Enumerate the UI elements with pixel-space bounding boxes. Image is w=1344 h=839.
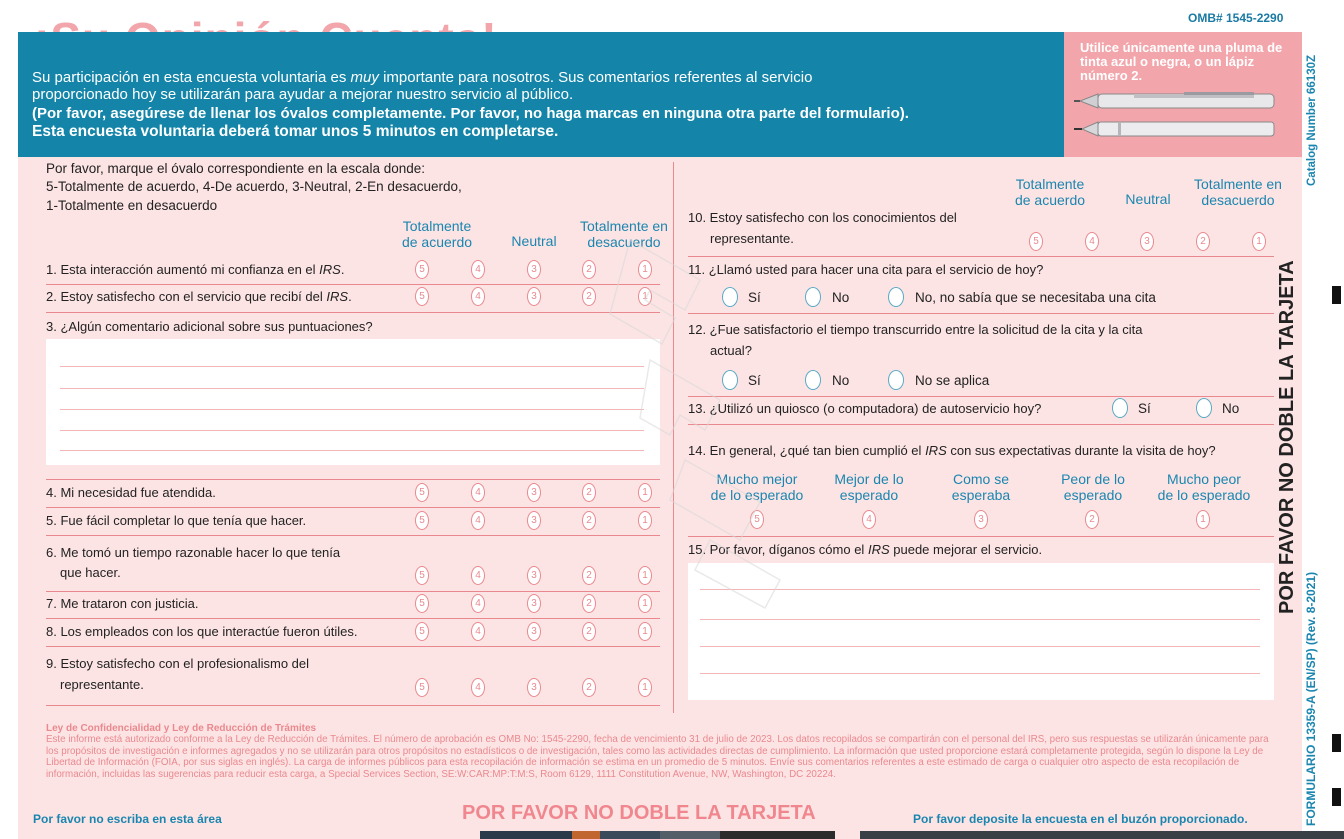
rating-oval[interactable]: 3 xyxy=(527,483,541,502)
rating-oval[interactable]: 4 xyxy=(471,566,485,585)
edge-strip xyxy=(860,831,1344,839)
row-divider xyxy=(46,646,660,647)
rating-oval[interactable]: 5 xyxy=(415,566,429,585)
deposit-label: Por favor deposite la encuesta en el buzón proporcionado. xyxy=(913,812,1248,826)
row-divider xyxy=(46,535,660,536)
question-10-cont: representante. xyxy=(710,231,794,246)
pen-note-panel xyxy=(1064,32,1302,157)
omb-number: OMB# 1545-2290 xyxy=(1188,11,1284,25)
rating-oval[interactable]: 2 xyxy=(582,511,596,530)
scale-header-agree-right: Totalmente de acuerdo xyxy=(1014,176,1086,208)
scale-header-neutral-right: Neutral xyxy=(1125,191,1171,207)
question-14: 14. En general, ¿qué tan bien cumplió el IRS con sus expectativas durante la visita de hoy? xyxy=(688,443,1216,458)
row-divider xyxy=(46,618,660,619)
rating-oval[interactable]: 2 xyxy=(582,678,596,697)
rating-oval[interactable]: 5 xyxy=(415,511,429,530)
rating-oval[interactable]: 1 xyxy=(638,511,652,530)
rating-oval[interactable]: 2 xyxy=(1196,232,1210,251)
rating-oval[interactable]: 5 xyxy=(1029,232,1043,251)
question-6-cont: que hacer. xyxy=(60,565,121,580)
question-8: 8. Los empleados con los que interactúe fueron útiles. xyxy=(46,624,358,639)
rating-oval[interactable]: 1 xyxy=(638,594,652,613)
rating-oval[interactable]: 1 xyxy=(1196,510,1210,529)
intro-line-2: proporcionado hoy se utilizarán para ayudar a mejorar nuestro servicio al público. xyxy=(32,86,574,103)
expectation-header: Como se esperaba xyxy=(951,471,1011,503)
form-number: FORMULARIO 13359-A (EN/SP) (Rev. 8-2021) xyxy=(1304,571,1318,826)
rating-oval[interactable]: 5 xyxy=(750,510,764,529)
rating-oval[interactable]: 3 xyxy=(527,260,541,279)
option-oval-no-aplica[interactable] xyxy=(888,370,904,390)
pen-note: Utilice únicamente una pluma de tinta azul o negra, o un lápiz número 2. xyxy=(1080,40,1283,83)
rating-oval[interactable]: 2 xyxy=(1085,510,1099,529)
edge-strip xyxy=(572,831,600,839)
scale-header-neutral: Neutral xyxy=(511,233,557,249)
question-9-cont: representante. xyxy=(60,677,144,692)
option-label: No se aplica xyxy=(915,373,990,388)
option-label: No xyxy=(832,290,850,305)
option-label: No xyxy=(1222,401,1240,416)
rating-oval[interactable]: 1 xyxy=(638,622,652,641)
scale-header-disagree-right: Totalmente en desacuerdo xyxy=(1194,176,1282,208)
option-oval-no-sabia[interactable] xyxy=(888,287,904,307)
rating-oval[interactable]: 5 xyxy=(415,483,429,502)
rating-oval[interactable]: 1 xyxy=(638,566,652,585)
pen-icon xyxy=(1074,88,1294,148)
question-7: 7. Me trataron con justicia. xyxy=(46,596,199,611)
rating-oval[interactable]: 1 xyxy=(638,260,652,279)
instructions-line-1: Por favor, marque el óvalo correspondiente en la escala donde: xyxy=(46,161,425,176)
registration-mark xyxy=(1332,286,1341,304)
rating-oval[interactable]: 2 xyxy=(582,483,596,502)
question-6: 6. Me tomó un tiempo razonable hacer lo que tenía xyxy=(46,545,341,560)
rating-oval[interactable]: 3 xyxy=(1140,232,1154,251)
rating-oval[interactable]: 5 xyxy=(415,260,429,279)
rating-oval[interactable]: 3 xyxy=(527,678,541,697)
row-divider xyxy=(46,591,660,592)
rating-oval[interactable]: 3 xyxy=(527,287,541,306)
rating-oval[interactable]: 2 xyxy=(582,287,596,306)
question-10: 10. Estoy satisfecho con los conocimientos del xyxy=(688,210,957,225)
catalog-number: Catalog Number 66130Z xyxy=(1306,54,1318,186)
rating-oval[interactable]: 1 xyxy=(638,678,652,697)
rating-oval[interactable]: 4 xyxy=(471,622,485,641)
rating-oval[interactable]: 5 xyxy=(415,678,429,697)
registration-mark xyxy=(1332,734,1341,752)
rating-oval[interactable]: 4 xyxy=(471,287,485,306)
rating-oval[interactable]: 4 xyxy=(471,678,485,697)
option-oval-si[interactable] xyxy=(1112,398,1128,418)
option-label: Sí xyxy=(1138,401,1151,416)
footer-body: Este informe está autorizado conforme a la Ley de Reducción de Trámites. El número de aprobación es OMB No: 1545-2290, fecha de vencimiento 31 de julio de 2023. Los datos recopilados se compartirán con el personal del IRS, pero sus respuestas se utilizarán únicamente para los propósitos de investigación e informes agregados y no se utilizarán para otros propósitos no estadísticos o de investigación, tales como las actividades directas de cumplimiento. La información que usted proporcione estará completamente protegida, según lo dispone la Ley de Libertad de Información (FOIA, por sus siglas en inglés). La carga de informes públicos para esta recopilación de información se estima en un promedio de 5 minutos. Envíe sus comentarios referentes a este estimado de carga o cualquier otro aspecto de esta recopilación de información, incluidas las sugerencias para reducir esta carga, a Special Services Section, SE:W:CAR:MP:T:M:S, Room 6129, 1111 Constitution Avenue, NW, Washington, DC 20224. xyxy=(46,734,1269,780)
rating-oval[interactable]: 4 xyxy=(471,483,485,502)
rating-oval[interactable]: 1 xyxy=(638,287,652,306)
question-3: 3. ¿Algún comentario adicional sobre sus puntuaciones? xyxy=(46,319,373,334)
rating-oval[interactable]: 2 xyxy=(582,566,596,585)
intro-line-1: Su participación en esta encuesta voluntaria es muy importante para nosotros. Sus comentarios referentes al servicio xyxy=(32,69,813,86)
rating-oval[interactable]: 3 xyxy=(527,566,541,585)
option-oval-no[interactable] xyxy=(1196,398,1212,418)
rating-oval[interactable]: 1 xyxy=(1252,232,1266,251)
row-divider xyxy=(46,507,660,508)
rating-oval[interactable]: 4 xyxy=(1085,232,1099,251)
rating-oval[interactable]: 2 xyxy=(582,622,596,641)
expectation-header: Peor de lo esperado xyxy=(1061,471,1125,503)
row-divider xyxy=(46,479,660,480)
option-label: No, no sabía que se necesitaba una cita xyxy=(915,290,1156,305)
do-not-fold-footer: POR FAVOR NO DOBLE LA TARJETA xyxy=(462,802,816,824)
rating-oval[interactable]: 4 xyxy=(471,594,485,613)
no-write-area-label: Por favor no escriba en esta área xyxy=(33,812,222,826)
registration-mark xyxy=(1332,788,1341,806)
rating-oval[interactable]: 2 xyxy=(582,594,596,613)
expectation-header: Mejor de lo esperado xyxy=(834,471,904,503)
edge-strip xyxy=(720,831,835,839)
row-divider xyxy=(46,312,660,313)
watermark xyxy=(590,220,860,620)
edge-strip xyxy=(480,831,572,839)
intro-line-3: (Por favor, asegúrese de llenar los óvalos completamente. Por favor, no haga marcas en ninguna otra parte del formulario). xyxy=(32,105,909,122)
option-label: No xyxy=(832,373,850,388)
footer-title: Ley de Confidencialidad y Ley de Reducción de Trámites xyxy=(46,723,317,734)
rating-oval[interactable]: 5 xyxy=(415,622,429,641)
scale-header-disagree: Totalmente en desacuerdo xyxy=(580,218,668,250)
instructions-line-3: 1-Totalmente en desacuerdo xyxy=(46,198,218,213)
rating-oval[interactable]: 5 xyxy=(415,594,429,613)
rating-oval[interactable]: 2 xyxy=(582,260,596,279)
expectation-header: Mucho mejor de lo esperado xyxy=(710,471,804,503)
instructions-line-2: 5-Totalmente de acuerdo, 4-De acuerdo, 3-Neutral, 2-En desacuerdo, xyxy=(46,179,462,194)
rating-oval[interactable]: 4 xyxy=(471,511,485,530)
rating-oval[interactable]: 1 xyxy=(638,483,652,502)
question-1: 1. Esta interacción aumentó mi confianza en el IRS. xyxy=(46,262,345,277)
expectation-header: Mucho peor de lo esperado xyxy=(1157,471,1251,503)
rating-oval[interactable]: 4 xyxy=(862,510,876,529)
rating-oval[interactable]: 3 xyxy=(527,594,541,613)
row-divider xyxy=(46,284,660,285)
intro-line-4: Esta encuesta voluntaria deberá tomar unos 5 minutos en completarse. xyxy=(32,123,559,140)
edge-strip xyxy=(660,831,720,839)
comments-box-q3[interactable] xyxy=(46,339,660,465)
question-12: 12. ¿Fue satisfactorio el tiempo transcurrido entre la solicitud de la cita y la cita xyxy=(688,322,1143,337)
question-15: 15. Por favor, díganos cómo el IRS puede mejorar el servicio. xyxy=(688,542,1043,557)
option-label: Sí xyxy=(748,373,761,388)
question-12-cont: actual? xyxy=(710,343,752,358)
question-11: 11. ¿Llamó usted para hacer una cita para el servicio de hoy? xyxy=(688,262,1044,277)
row-divider xyxy=(46,705,660,706)
rating-oval[interactable]: 4 xyxy=(471,260,485,279)
do-not-fold-side: POR FAVOR NO DOBLE LA TARJETA xyxy=(1276,260,1298,614)
rating-oval[interactable]: 3 xyxy=(974,510,988,529)
rating-oval[interactable]: 3 xyxy=(527,511,541,530)
question-2: 2. Estoy satisfecho con el servicio que recibí del IRS. xyxy=(46,289,352,304)
scale-header-agree: Totalmente de acuerdo xyxy=(401,218,473,250)
question-5: 5. Fue fácil completar lo que tenía que hacer. xyxy=(46,513,307,528)
intro-banner xyxy=(18,32,1064,157)
edge-strip xyxy=(600,831,660,839)
rating-oval[interactable]: 3 xyxy=(527,622,541,641)
rating-oval[interactable]: 5 xyxy=(415,287,429,306)
question-4: 4. Mi necesidad fue atendida. xyxy=(46,485,216,500)
question-13: 13. ¿Utilizó un quiosco (o computadora) de autoservicio hoy? xyxy=(688,401,1042,416)
question-9: 9. Estoy satisfecho con el profesionalismo del xyxy=(46,656,310,671)
option-label: Sí xyxy=(748,290,761,305)
